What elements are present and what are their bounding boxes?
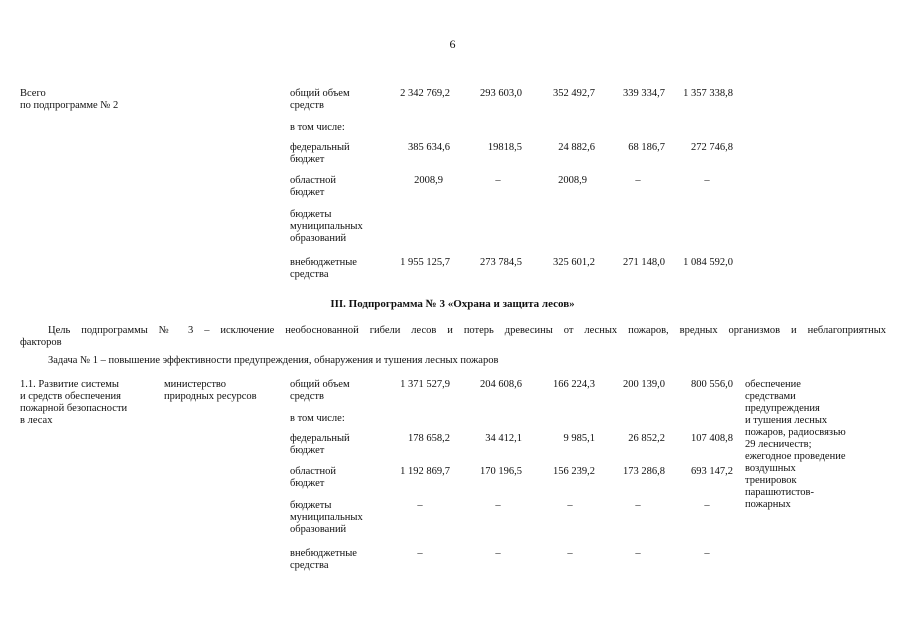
sub2-federal-y4: 272 746,8 bbox=[691, 142, 733, 153]
page-number: 6 bbox=[449, 37, 456, 51]
item-including: в том числе: bbox=[290, 413, 345, 424]
item-federal-y2: 9 985,1 bbox=[563, 433, 595, 444]
item-source-federal: федеральный бюджет bbox=[290, 433, 350, 456]
sub2-source-municipal: бюджеты муниципальных образований bbox=[290, 209, 363, 244]
item-executor: министерство природных ресурсов bbox=[164, 379, 257, 402]
sub2-extra-y1: 273 784,5 bbox=[480, 257, 522, 268]
sub2-regional-y2: 2008,9 bbox=[558, 175, 587, 186]
sub2-total-all: 2 342 769,2 bbox=[400, 88, 450, 99]
sub2-total-y3: 339 334,7 bbox=[623, 88, 665, 99]
item-total-all: 1 371 527,9 bbox=[400, 379, 450, 390]
sub2-federal-y3: 68 186,7 bbox=[628, 142, 665, 153]
item-municipal-y1: – bbox=[495, 500, 501, 511]
item-source-total: общий объем средств bbox=[290, 379, 350, 402]
item-regional-y4: 693 147,2 bbox=[691, 466, 733, 477]
sub2-source-federal: федеральный бюджет bbox=[290, 142, 350, 165]
item-federal-all: 178 658,2 bbox=[408, 433, 450, 444]
sub2-source-regional: областной бюджет bbox=[290, 175, 336, 198]
goal-paragraph: Цель подпрограммы № 3 – исключение необоснованной гибели лесов и потерь древесины от лесных пожаров, вредных организмов и неблагоприятных bbox=[48, 325, 886, 336]
item-expected-result: обеспечение средствами предупреждения и тушения лесных пожаров, радиосвязью 29 лесничеств; ежегодное проведение воздушных тренировок парашютистов- пожарных bbox=[745, 379, 846, 510]
item-extra-y2: – bbox=[567, 548, 573, 559]
sub2-source-extrabudget: внебюджетные средства bbox=[290, 257, 357, 280]
sub2-federal-y1: 19818,5 bbox=[487, 142, 522, 153]
item-extra-y1: – bbox=[495, 548, 501, 559]
item-municipal-y2: – bbox=[567, 500, 573, 511]
sub2-total-y2: 352 492,7 bbox=[553, 88, 595, 99]
item-total-y2: 166 224,3 bbox=[553, 379, 595, 390]
sub2-extra-all: 1 955 125,7 bbox=[400, 257, 450, 268]
item-total-y1: 204 608,6 bbox=[480, 379, 522, 390]
item-total-y4: 800 556,0 bbox=[691, 379, 733, 390]
item-regional-y2: 156 239,2 bbox=[553, 466, 595, 477]
sub2-total-y4: 1 357 338,8 bbox=[683, 88, 733, 99]
item-regional-y3: 173 286,8 bbox=[623, 466, 665, 477]
sub2-source-total: общий объем средств bbox=[290, 88, 350, 111]
sub2-extra-y3: 271 148,0 bbox=[623, 257, 665, 268]
item-source-municipal: бюджеты муниципальных образований bbox=[290, 500, 363, 535]
item-extra-y4: – bbox=[704, 548, 710, 559]
sub2-regional-y3: – bbox=[635, 175, 641, 186]
sub2-including: в том числе: bbox=[290, 122, 345, 133]
item-source-regional: областной бюджет bbox=[290, 466, 336, 489]
sub2-regional-all: 2008,9 bbox=[414, 175, 443, 186]
sub2-federal-all: 385 634,6 bbox=[408, 142, 450, 153]
sub2-extra-y4: 1 084 592,0 bbox=[683, 257, 733, 268]
item-municipal-all: – bbox=[417, 500, 423, 511]
item-municipal-y4: – bbox=[704, 500, 710, 511]
sub2-regional-y4: – bbox=[704, 175, 710, 186]
item-extra-all: – bbox=[417, 548, 423, 559]
item-source-extrabudget: внебюджетные средства bbox=[290, 548, 357, 571]
item-extra-y3: – bbox=[635, 548, 641, 559]
item-federal-y3: 26 852,2 bbox=[628, 433, 665, 444]
item-federal-y4: 107 408,8 bbox=[691, 433, 733, 444]
item-regional-y1: 170 196,5 bbox=[480, 466, 522, 477]
item-municipal-y3: – bbox=[635, 500, 641, 511]
section-heading: III. Подпрограмма № 3 «Охрана и защита лесов» bbox=[330, 298, 575, 310]
item-regional-all: 1 192 869,7 bbox=[400, 466, 450, 477]
sub2-federal-y2: 24 882,6 bbox=[558, 142, 595, 153]
item-federal-y1: 34 412,1 bbox=[485, 433, 522, 444]
sub2-regional-y1: – bbox=[495, 175, 501, 186]
item-name: 1.1. Развитие системы и средств обеспечения пожарной безопасности в лесах bbox=[20, 379, 128, 426]
sub2-total-label: Всего по подпрограмме № 2 bbox=[20, 88, 119, 111]
goal-paragraph-end: факторов bbox=[20, 337, 62, 348]
sub2-total-y1: 293 603,0 bbox=[480, 88, 522, 99]
sub2-extra-y2: 325 601,2 bbox=[553, 257, 595, 268]
task-line: Задача № 1 – повышение эффективности предупреждения, обнаружения и тушения лесных пожаров bbox=[48, 355, 499, 366]
item-total-y3: 200 139,0 bbox=[623, 379, 665, 390]
